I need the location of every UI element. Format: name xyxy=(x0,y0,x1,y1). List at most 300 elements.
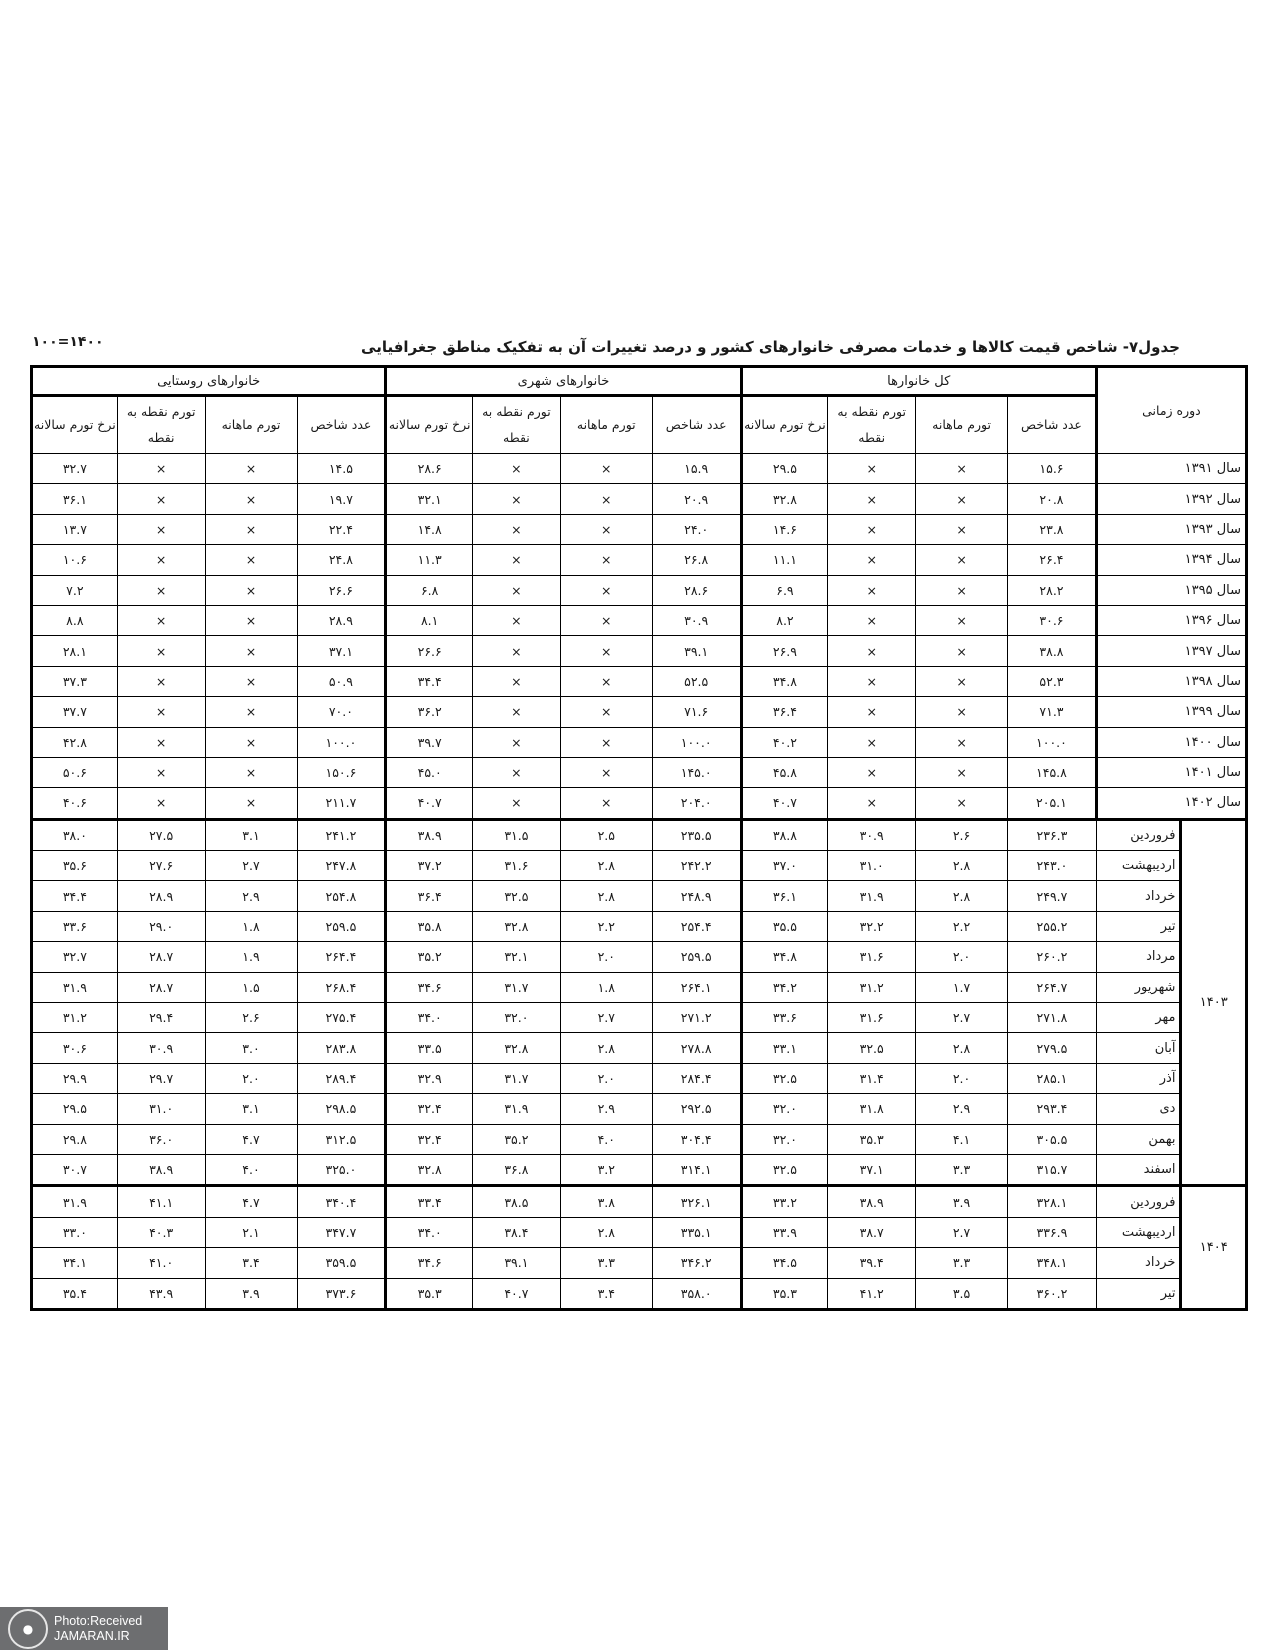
value-cell: ۳.۰ xyxy=(205,1033,297,1063)
value-cell: ۳۱.۲ xyxy=(828,972,916,1002)
value-cell: ۲.۸ xyxy=(560,1217,652,1247)
value-cell: ۴۱.۱ xyxy=(117,1186,205,1217)
subheader-cell: نرخ تورم سالانه xyxy=(32,396,118,454)
value-cell: ۸.۸ xyxy=(32,605,118,635)
value-cell: ۳۶.۰ xyxy=(117,1124,205,1154)
value-cell: ۲۷۱.۸ xyxy=(1008,1003,1097,1033)
value-cell: × xyxy=(560,454,652,484)
row-month-label: آذر xyxy=(1096,1063,1181,1093)
row-period-label: سال ۱۳۹۳ xyxy=(1096,514,1246,544)
value-cell: ۲۶.۸ xyxy=(652,545,741,575)
value-cell: ۳۳.۶ xyxy=(741,1003,828,1033)
value-cell: ۳.۲ xyxy=(560,1154,652,1185)
value-cell: ۳.۹ xyxy=(916,1186,1008,1217)
row-month-label: دی xyxy=(1096,1094,1181,1124)
value-cell: × xyxy=(560,727,652,757)
value-cell: ۳.۳ xyxy=(916,1154,1008,1185)
value-cell: ۳۷.۷ xyxy=(32,697,118,727)
value-cell: ۲۶.۶ xyxy=(297,575,386,605)
value-cell: ۳۴.۰ xyxy=(386,1003,473,1033)
table-row xyxy=(32,1248,1247,1278)
value-cell: ۳۴.۴ xyxy=(32,881,118,911)
table-row xyxy=(32,1063,1247,1093)
value-cell: ۸.۱ xyxy=(386,605,473,635)
value-cell: ۴۳.۹ xyxy=(117,1278,205,1309)
value-cell: ۲۸.۷ xyxy=(117,972,205,1002)
value-cell: ۳۴۰.۴ xyxy=(297,1186,386,1217)
value-cell: ۲۸.۲ xyxy=(1008,575,1097,605)
value-cell: ۲۱۱.۷ xyxy=(297,788,386,819)
value-cell: × xyxy=(828,788,916,819)
value-cell: ۳۳.۹ xyxy=(741,1217,828,1247)
value-cell: ۳۴۶.۲ xyxy=(652,1248,741,1278)
row-month-label: تیر xyxy=(1096,1278,1181,1309)
table-row xyxy=(32,697,1247,727)
value-cell: ۳۴.۶ xyxy=(386,972,473,1002)
value-cell: ۲.۷ xyxy=(916,1217,1008,1247)
value-cell: ۲.۷ xyxy=(560,1003,652,1033)
value-cell: ۷.۲ xyxy=(32,575,118,605)
value-cell: ۴.۷ xyxy=(205,1186,297,1217)
value-cell: ۲.۲ xyxy=(916,911,1008,941)
watermark-line1: Photo:Received xyxy=(54,1613,143,1628)
value-cell: × xyxy=(560,484,652,514)
value-cell: × xyxy=(473,454,561,484)
value-cell: ۲۴.۰ xyxy=(652,514,741,544)
value-cell: ۲.۸ xyxy=(916,1033,1008,1063)
value-cell: ۲.۶ xyxy=(916,819,1008,850)
cpi-table xyxy=(30,365,1248,1311)
value-cell: ۲۹۸.۵ xyxy=(297,1094,386,1124)
value-cell: ۳۲.۱ xyxy=(473,942,561,972)
header-period: دوره زمانی xyxy=(1096,367,1246,454)
value-cell: ۲۲.۴ xyxy=(297,514,386,544)
value-cell: ۱۴۵.۰ xyxy=(652,757,741,787)
value-cell: ۳۱.۹ xyxy=(473,1094,561,1124)
row-month-label: آبان xyxy=(1096,1033,1181,1063)
value-cell: ۲۰.۹ xyxy=(652,484,741,514)
value-cell: ۲۹۲.۵ xyxy=(652,1094,741,1124)
value-cell: ۳۳.۴ xyxy=(386,1186,473,1217)
value-cell: ۶.۹ xyxy=(741,575,828,605)
value-cell: ۳۷۳.۶ xyxy=(297,1278,386,1309)
value-cell: ۴.۰ xyxy=(205,1154,297,1185)
table-row xyxy=(32,484,1247,514)
value-cell: ۲۸.۱ xyxy=(32,636,118,666)
value-cell: × xyxy=(117,575,205,605)
row-month-label: مرداد xyxy=(1096,942,1181,972)
value-cell: × xyxy=(916,484,1008,514)
value-cell: ۱۴.۵ xyxy=(297,454,386,484)
value-cell: × xyxy=(828,484,916,514)
value-cell: × xyxy=(560,788,652,819)
value-cell: ۲.۹ xyxy=(916,1094,1008,1124)
value-cell: × xyxy=(117,514,205,544)
value-cell: ۱۴۵.۸ xyxy=(1008,757,1097,787)
value-cell: × xyxy=(560,697,652,727)
row-period-label: سال ۱۳۹۹ xyxy=(1096,697,1246,727)
value-cell: ۳۱۲.۵ xyxy=(297,1124,386,1154)
value-cell: ۳۲.۲ xyxy=(828,911,916,941)
value-cell: ۳۱.۷ xyxy=(473,1063,561,1093)
value-cell: × xyxy=(205,484,297,514)
value-cell: × xyxy=(205,636,297,666)
value-cell: ۳۲.۵ xyxy=(828,1033,916,1063)
value-cell: ۱۴.۶ xyxy=(741,514,828,544)
value-cell: × xyxy=(828,697,916,727)
value-cell: ۲.۹ xyxy=(560,1094,652,1124)
value-cell: × xyxy=(205,575,297,605)
subheader-cell: عدد شاخص xyxy=(652,396,741,454)
value-cell: ۳۱.۰ xyxy=(828,851,916,881)
header-group-total: کل خانوارها xyxy=(741,367,1096,396)
value-cell: × xyxy=(916,605,1008,635)
value-cell: ۱۰.۶ xyxy=(32,545,118,575)
value-cell: ۵۰.۶ xyxy=(32,757,118,787)
value-cell: × xyxy=(205,545,297,575)
value-cell: ۳۵.۴ xyxy=(32,1278,118,1309)
value-cell: ۷۰.۰ xyxy=(297,697,386,727)
value-cell: ۳۹.۱ xyxy=(473,1248,561,1278)
value-cell: × xyxy=(828,636,916,666)
value-cell: ۴.۷ xyxy=(205,1124,297,1154)
value-cell: × xyxy=(205,666,297,696)
base-year-note: ۱۴۰۰=۱۰۰ xyxy=(32,334,104,350)
value-cell: × xyxy=(473,697,561,727)
value-cell: × xyxy=(117,636,205,666)
value-cell: ۳۲.۱ xyxy=(386,484,473,514)
value-cell: ۳۰.۹ xyxy=(652,605,741,635)
header-group-rural: خانوارهای روستایی xyxy=(32,367,386,396)
value-cell: × xyxy=(205,454,297,484)
value-cell: ۲.۶ xyxy=(205,1003,297,1033)
value-cell: ۱.۵ xyxy=(205,972,297,1002)
row-period-label: سال ۱۴۰۱ xyxy=(1096,757,1246,787)
value-cell: ۲۵۴.۴ xyxy=(652,911,741,941)
value-cell: ۳۴.۸ xyxy=(741,942,828,972)
subheader-cell: تورم ماهانه xyxy=(205,396,297,454)
value-cell: ۳۹.۱ xyxy=(652,636,741,666)
table-row xyxy=(32,1094,1247,1124)
table-row xyxy=(32,514,1247,544)
value-cell: ۳۶.۸ xyxy=(473,1154,561,1185)
value-cell: × xyxy=(205,727,297,757)
table-row xyxy=(32,1154,1247,1185)
value-cell: ۲.۰ xyxy=(205,1063,297,1093)
value-cell: ۳۷.۲ xyxy=(386,851,473,881)
value-cell: ۳۰.۹ xyxy=(828,819,916,850)
value-cell: ۳۵.۳ xyxy=(386,1278,473,1309)
value-cell: ۳۱.۶ xyxy=(473,851,561,881)
value-cell: ۴۵.۸ xyxy=(741,757,828,787)
value-cell: × xyxy=(828,575,916,605)
table-row xyxy=(32,575,1247,605)
value-cell: × xyxy=(473,605,561,635)
value-cell: ۳۱.۷ xyxy=(473,972,561,1002)
value-cell: ۳۲۵.۰ xyxy=(297,1154,386,1185)
row-period-label: سال ۱۳۹۵ xyxy=(1096,575,1246,605)
value-cell: ۲۹.۴ xyxy=(117,1003,205,1033)
value-cell: ۳۶.۴ xyxy=(741,697,828,727)
value-cell: ۳۲۸.۱ xyxy=(1008,1186,1097,1217)
value-cell: × xyxy=(473,636,561,666)
row-period-label: سال ۱۳۹۱ xyxy=(1096,454,1246,484)
subheader-cell: تورم ماهانه xyxy=(916,396,1008,454)
value-cell: ۳۲.۸ xyxy=(741,484,828,514)
value-cell: × xyxy=(117,484,205,514)
value-cell: ۳۲.۴ xyxy=(386,1094,473,1124)
value-cell: × xyxy=(205,757,297,787)
value-cell: ۳۲.۰ xyxy=(741,1124,828,1154)
value-cell: × xyxy=(117,697,205,727)
value-cell: ۲.۷ xyxy=(205,851,297,881)
value-cell: ۲۴۹.۷ xyxy=(1008,881,1097,911)
value-cell: ۲۰.۸ xyxy=(1008,484,1097,514)
value-cell: ۱.۹ xyxy=(205,942,297,972)
value-cell: ۲.۸ xyxy=(560,851,652,881)
value-cell: ۲۴.۸ xyxy=(297,545,386,575)
value-cell: ۳۱.۸ xyxy=(828,1094,916,1124)
value-cell: ۲۶۸.۴ xyxy=(297,972,386,1002)
value-cell: ۳۰.۶ xyxy=(1008,605,1097,635)
value-cell: ۳۸.۰ xyxy=(32,819,118,850)
value-cell: ۲۶.۶ xyxy=(386,636,473,666)
value-cell: ۳۵.۳ xyxy=(828,1124,916,1154)
value-cell: ۳۲.۵ xyxy=(473,881,561,911)
value-cell: ۳۱۴.۱ xyxy=(652,1154,741,1185)
subheader-cell: نرخ تورم سالانه xyxy=(386,396,473,454)
value-cell: ۱۴.۸ xyxy=(386,514,473,544)
value-cell: ۲۴۸.۹ xyxy=(652,881,741,911)
value-cell: ۱۱.۱ xyxy=(741,545,828,575)
value-cell: ۳۴۸.۱ xyxy=(1008,1248,1097,1278)
value-cell: ۳۲۶.۱ xyxy=(652,1186,741,1217)
table-row xyxy=(32,666,1247,696)
value-cell: ۲.۰ xyxy=(560,942,652,972)
value-cell: ۶.۸ xyxy=(386,575,473,605)
row-month-label: تیر xyxy=(1096,911,1181,941)
value-cell: ۳۴.۱ xyxy=(32,1248,118,1278)
table-row xyxy=(32,1278,1247,1309)
value-cell: ۳.۴ xyxy=(205,1248,297,1278)
value-cell: ۳۵.۲ xyxy=(473,1124,561,1154)
value-cell: ۲۷.۵ xyxy=(117,819,205,850)
row-period-label: سال ۱۳۹۷ xyxy=(1096,636,1246,666)
table-row xyxy=(32,1186,1247,1217)
value-cell: ۳.۴ xyxy=(560,1278,652,1309)
value-cell: ۲۸۵.۱ xyxy=(1008,1063,1097,1093)
value-cell: × xyxy=(473,575,561,605)
value-cell: × xyxy=(828,605,916,635)
row-month-label: فروردین xyxy=(1096,819,1181,850)
value-cell: ۳۲.۸ xyxy=(473,1033,561,1063)
value-cell: × xyxy=(473,484,561,514)
value-cell: ۲۶۰.۲ xyxy=(1008,942,1097,972)
value-cell: ۳۸.۸ xyxy=(741,819,828,850)
value-cell: ۴۰.۳ xyxy=(117,1217,205,1247)
value-cell: ۱۰۰.۰ xyxy=(652,727,741,757)
value-cell: ۳۰.۹ xyxy=(117,1033,205,1063)
subheader-cell: تورم نقطه به نقطه xyxy=(828,396,916,454)
row-period-label: سال ۱۳۹۴ xyxy=(1096,545,1246,575)
value-cell: ۴.۰ xyxy=(560,1124,652,1154)
value-cell: ۲۹.۵ xyxy=(741,454,828,484)
value-cell: ۵۰.۹ xyxy=(297,666,386,696)
value-cell: ۲۰۵.۱ xyxy=(1008,788,1097,819)
value-cell: × xyxy=(205,697,297,727)
subheader-cell: تورم نقطه به نقطه xyxy=(117,396,205,454)
value-cell: ۳۲.۵ xyxy=(741,1063,828,1093)
value-cell: ۲۸.۶ xyxy=(652,575,741,605)
value-cell: ۳۸.۵ xyxy=(473,1186,561,1217)
value-cell: × xyxy=(916,514,1008,544)
value-cell: ۳۵.۲ xyxy=(386,942,473,972)
subheader-cell: تورم نقطه به نقطه xyxy=(473,396,561,454)
value-cell: × xyxy=(205,605,297,635)
value-cell: ۳۲.۰ xyxy=(741,1094,828,1124)
value-cell: ۳۲.۰ xyxy=(473,1003,561,1033)
value-cell: ۳۶.۲ xyxy=(386,697,473,727)
value-cell: ۲۵۴.۸ xyxy=(297,881,386,911)
value-cell: ۱۰۰.۰ xyxy=(297,727,386,757)
value-cell: × xyxy=(828,545,916,575)
value-cell: × xyxy=(117,727,205,757)
value-cell: ۳۲.۴ xyxy=(386,1124,473,1154)
value-cell: ۳۳.۱ xyxy=(741,1033,828,1063)
value-cell: ۳۴۷.۷ xyxy=(297,1217,386,1247)
value-cell: ۲۳۵.۵ xyxy=(652,819,741,850)
value-cell: × xyxy=(560,545,652,575)
value-cell: ۷۱.۶ xyxy=(652,697,741,727)
value-cell: ۳۴.۶ xyxy=(386,1248,473,1278)
row-month-label: بهمن xyxy=(1096,1124,1181,1154)
value-cell: ۴۲.۸ xyxy=(32,727,118,757)
value-cell: ۵۲.۳ xyxy=(1008,666,1097,696)
value-cell: ۳۹.۷ xyxy=(386,727,473,757)
value-cell: × xyxy=(916,697,1008,727)
value-cell: ۳.۸ xyxy=(560,1186,652,1217)
value-cell: ۳۶۰.۲ xyxy=(1008,1278,1097,1309)
value-cell: × xyxy=(560,575,652,605)
value-cell: ۲۸.۹ xyxy=(297,605,386,635)
table-row xyxy=(32,851,1247,881)
value-cell: ۲۷.۶ xyxy=(117,851,205,881)
table-row xyxy=(32,757,1247,787)
value-cell: × xyxy=(117,757,205,787)
value-cell: ۲۷۸.۸ xyxy=(652,1033,741,1063)
value-cell: × xyxy=(916,666,1008,696)
value-cell: ۳۰۴.۴ xyxy=(652,1124,741,1154)
value-cell: ۳۲.۵ xyxy=(741,1154,828,1185)
value-cell: ۳۳۶.۹ xyxy=(1008,1217,1097,1247)
value-cell: × xyxy=(117,605,205,635)
value-cell: ۲۷۹.۵ xyxy=(1008,1033,1097,1063)
value-cell: ۱۵.۶ xyxy=(1008,454,1097,484)
watermark xyxy=(0,1607,168,1650)
value-cell: ۳۸.۴ xyxy=(473,1217,561,1247)
table-title: جدول۷- شاخص قیمت کالاها و خدمات مصرفی خانوارهای کشور و درصد تغییرات آن به تفکیک مناطق جغرافیایی xyxy=(361,338,1180,356)
value-cell: × xyxy=(828,454,916,484)
row-period-label: سال ۱۳۹۶ xyxy=(1096,605,1246,635)
value-cell: × xyxy=(828,514,916,544)
value-cell: ۲۵۹.۵ xyxy=(297,911,386,941)
value-cell: ۳۵۸.۰ xyxy=(652,1278,741,1309)
value-cell: ۲۵۹.۵ xyxy=(652,942,741,972)
value-cell: × xyxy=(117,788,205,819)
value-cell: ۳۱.۹ xyxy=(32,1186,118,1217)
value-cell: ۱.۸ xyxy=(205,911,297,941)
value-cell: ۲۹.۷ xyxy=(117,1063,205,1093)
value-cell: × xyxy=(828,757,916,787)
value-cell: ۳۷.۳ xyxy=(32,666,118,696)
row-period-label: سال ۱۴۰۰ xyxy=(1096,727,1246,757)
table-row xyxy=(32,454,1247,484)
value-cell: × xyxy=(916,788,1008,819)
value-cell: ۳۱.۲ xyxy=(32,1003,118,1033)
value-cell: ۳۱.۵ xyxy=(473,819,561,850)
value-cell: ۲۹۳.۴ xyxy=(1008,1094,1097,1124)
value-cell: × xyxy=(473,666,561,696)
value-cell: ۳۰۵.۵ xyxy=(1008,1124,1097,1154)
value-cell: × xyxy=(473,514,561,544)
subheader-cell: تورم ماهانه xyxy=(560,396,652,454)
row-month-label: خرداد xyxy=(1096,1248,1181,1278)
value-cell: ۳.۱ xyxy=(205,819,297,850)
value-cell: ۳۹.۴ xyxy=(828,1248,916,1278)
value-cell: ۲.۹ xyxy=(205,881,297,911)
value-cell: ۲.۰ xyxy=(560,1063,652,1093)
value-cell: ۲۶۴.۷ xyxy=(1008,972,1097,1002)
table-row xyxy=(32,881,1247,911)
value-cell: ۲۰۴.۰ xyxy=(652,788,741,819)
value-cell: ۳۲.۸ xyxy=(473,911,561,941)
value-cell: ۳۸.۹ xyxy=(386,819,473,850)
value-cell: ۱۱.۳ xyxy=(386,545,473,575)
value-cell: ۳۳.۵ xyxy=(386,1033,473,1063)
value-cell: ۳۱.۶ xyxy=(828,942,916,972)
value-cell: × xyxy=(916,454,1008,484)
value-cell: ۳۴.۲ xyxy=(741,972,828,1002)
value-cell: ۳۷.۱ xyxy=(828,1154,916,1185)
value-cell: × xyxy=(117,666,205,696)
value-cell: ۴.۱ xyxy=(916,1124,1008,1154)
value-cell: ۳۸.۹ xyxy=(828,1186,916,1217)
value-cell: ۳۴.۰ xyxy=(386,1217,473,1247)
value-cell: ۳۶.۱ xyxy=(741,881,828,911)
value-cell: ۳.۹ xyxy=(205,1278,297,1309)
value-cell: ۳۳.۰ xyxy=(32,1217,118,1247)
value-cell: ۲۷۵.۴ xyxy=(297,1003,386,1033)
value-cell: ۲.۸ xyxy=(916,851,1008,881)
table-row xyxy=(32,636,1247,666)
value-cell: ۲۴۱.۲ xyxy=(297,819,386,850)
value-cell: ۳۱.۹ xyxy=(32,972,118,1002)
value-cell: ۲.۱ xyxy=(205,1217,297,1247)
value-cell: ۳.۵ xyxy=(916,1278,1008,1309)
value-cell: ۱.۸ xyxy=(560,972,652,1002)
value-cell: × xyxy=(916,636,1008,666)
value-cell: ۲۹.۵ xyxy=(32,1094,118,1124)
table-row xyxy=(32,727,1247,757)
value-cell: ۴۱.۰ xyxy=(117,1248,205,1278)
value-cell: × xyxy=(916,545,1008,575)
year-group-label: ۱۴۰۴ xyxy=(1181,1186,1247,1310)
value-cell: × xyxy=(205,788,297,819)
value-cell: ۴۰.۷ xyxy=(473,1278,561,1309)
value-cell: ۲۸۹.۴ xyxy=(297,1063,386,1093)
value-cell: ۳۸.۹ xyxy=(117,1154,205,1185)
value-cell: × xyxy=(560,605,652,635)
